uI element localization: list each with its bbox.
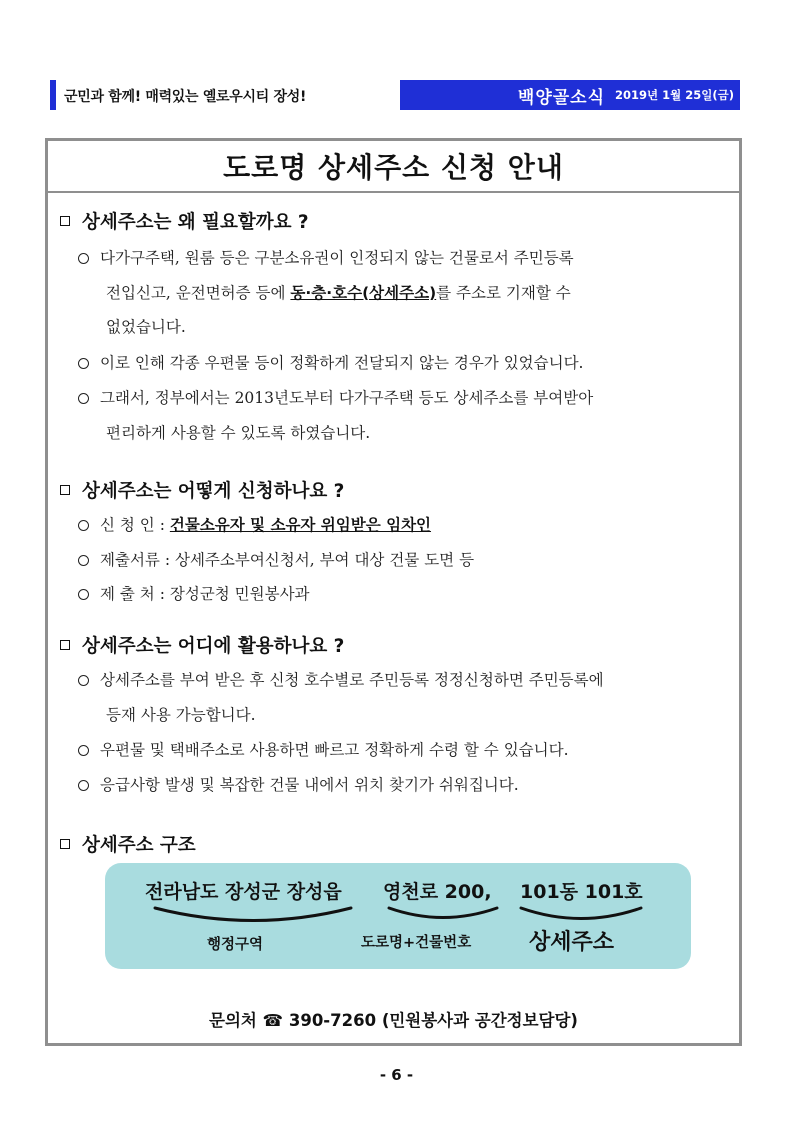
- diagram-label-road: 도로명+건물번호: [361, 935, 472, 951]
- diagram-detail-text: 101동 101호: [520, 881, 643, 903]
- checkbox-square-icon: [60, 485, 70, 495]
- circle-bullet-icon: [78, 520, 89, 531]
- section-heading-text: 상세주소는 어디에 활용하나요 ?: [82, 636, 345, 657]
- checkbox-square-icon: [60, 216, 70, 226]
- list-item: 상세주소를 부여 받은 후 신청 호수별로 주민등록 정정신청하면 주민등록에 등재 사용 가능합니다.: [78, 663, 718, 732]
- list-item: 다가구주택, 원룸 등은 구분소유권이 인정되지 않는 건물로서 주민등록 전입신고, 운전면허증 등에 동·층·호수(상세주소)를 주소로 기재할 수 없었습니다.: [78, 241, 718, 345]
- section-heading-text: 상세주소는 왜 필요할까요 ?: [82, 212, 309, 233]
- list-item: 이로 인해 각종 우편물 등이 정확하게 전달되지 않는 경우가 있었습니다.: [78, 346, 718, 381]
- section-heading-why: [60, 208, 309, 234]
- section-heading-text: 상세주소는 어떻게 신청하나요 ?: [82, 481, 345, 502]
- circle-bullet-icon: [78, 745, 89, 756]
- diagram-label-region: 행정구역: [207, 937, 264, 953]
- address-structure-diagram: [105, 863, 691, 969]
- circle-bullet-icon: [78, 780, 89, 791]
- publication-name: 백양골소식: [517, 87, 606, 108]
- list-item: 우편물 및 택배주소로 사용하면 빠르고 정확하게 수령 할 수 있습니다.: [78, 733, 718, 768]
- contact-info: 문의처 ☎ 390-7260 (민원봉사과 공간정보담당): [209, 1011, 578, 1030]
- diagram-road-text: 영천로 200,: [383, 881, 492, 903]
- notice-box: [45, 138, 742, 1046]
- section-heading-how: [60, 477, 344, 503]
- highlight-applicant: 건물소유자 및 소유자 위임받은 임차인: [169, 516, 432, 534]
- list-item: 신 청 인 : 건물소유자 및 소유자 위임받은 임차인: [78, 508, 718, 543]
- page-number: - 6 -: [379, 1066, 414, 1084]
- circle-bullet-icon: [78, 675, 89, 686]
- publication-date: 2019년 1월 25일(금): [615, 88, 734, 102]
- circle-bullet-icon: [78, 253, 89, 264]
- checkbox-square-icon: [60, 839, 70, 849]
- title-band: [48, 141, 739, 193]
- section-heading-usage: [60, 632, 344, 658]
- underbrace-icon: [387, 905, 499, 923]
- diagram-region-text: 전라남도 장성군 장성읍: [145, 881, 342, 903]
- checkbox-square-icon: [60, 640, 70, 650]
- underbrace-icon: [519, 905, 643, 925]
- list-item: 응급사항 발생 및 복잡한 건물 내에서 위치 찾기가 쉬워집니다.: [78, 768, 718, 803]
- header-accent-bar: [50, 80, 56, 110]
- circle-bullet-icon: [78, 393, 89, 404]
- header-publication-banner: [400, 80, 740, 110]
- section-heading-text: 상세주소 구조: [82, 835, 196, 856]
- list-item: 제출서류 : 상세주소부여신청서, 부여 대상 건물 도면 등: [78, 543, 718, 578]
- highlight-detail-address: 동·층·호수(상세주소): [290, 283, 437, 302]
- page-title: 도로명 상세주소 신청 안내: [223, 151, 564, 184]
- diagram-label-detail: 상세주소: [529, 930, 615, 955]
- underbrace-icon: [153, 905, 353, 927]
- circle-bullet-icon: [78, 555, 89, 566]
- section-heading-structure: [60, 831, 196, 857]
- circle-bullet-icon: [78, 589, 89, 600]
- circle-bullet-icon: [78, 358, 89, 369]
- header-slogan: 군민과 함께! 매력있는 옐로우시티 장성!: [64, 89, 307, 105]
- list-item: 그래서, 정부에서는 2013년도부터 다가구주택 등도 상세주소를 부여받아 편리하게 사용할 수 있도록 하였습니다.: [78, 381, 718, 450]
- list-item: 제 출 처 : 장성군청 민원봉사과: [78, 577, 718, 612]
